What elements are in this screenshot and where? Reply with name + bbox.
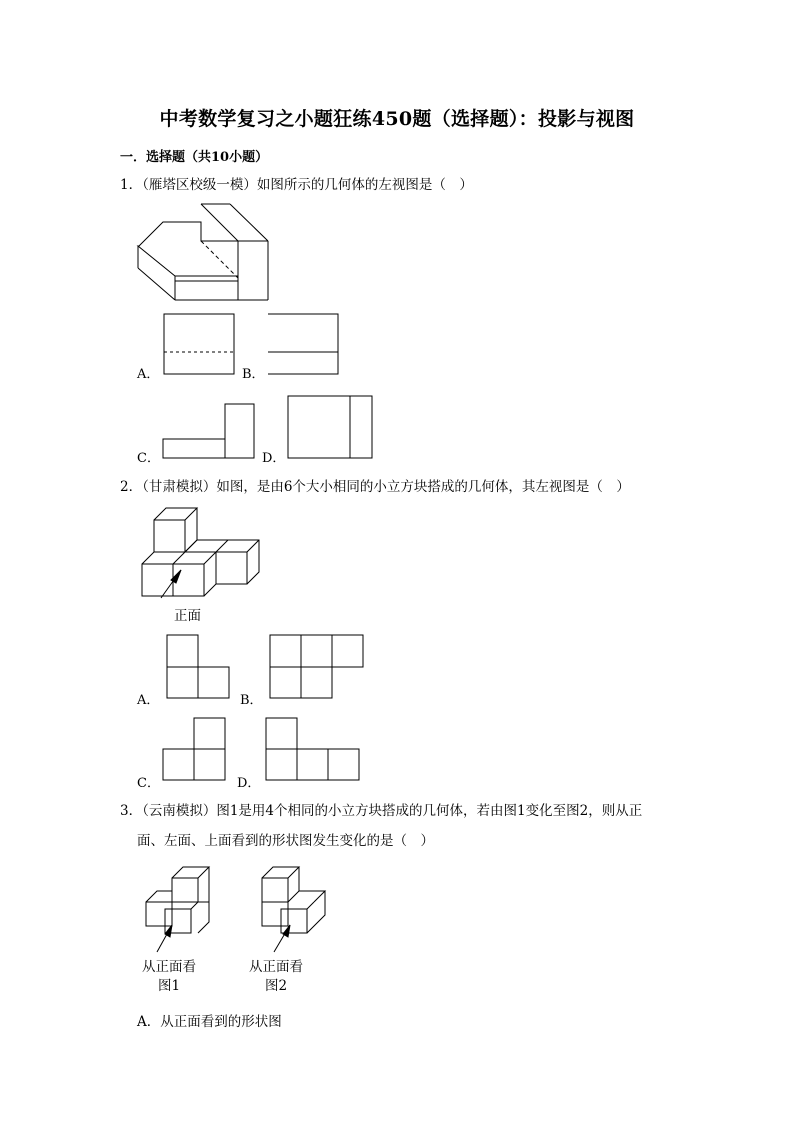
q3-fig2-label: 从正面看 — [249, 959, 303, 975]
q3-fig1-label: 从正面看 — [142, 959, 196, 975]
q2-option-b[interactable]: B． — [240, 693, 263, 708]
q3-option-a[interactable]: A．从正面看到的形状图 — [137, 1014, 282, 1030]
q2-front-label: 正面 — [174, 608, 201, 624]
question-2-text: 2．（甘肃模拟）如图，是由6个大小相同的小立方块搭成的几何体，其左视图是（ ） — [120, 479, 630, 495]
page-title: 中考数学复习之小题狂练450题（选择题）：投影与视图 — [159, 108, 635, 130]
q1-option-d[interactable]: D． — [262, 451, 286, 466]
question-3-text-line1: 3．（云南模拟）图1是用4个相同的小立方块搭成的几何体，若由图1变化至图2，则从正 — [120, 803, 643, 819]
q2-option-a[interactable]: A． — [137, 693, 160, 708]
q3-fig1-caption: 图1 — [158, 978, 181, 994]
q1-option-b[interactable]: B． — [242, 367, 265, 382]
q1-option-c[interactable]: C． — [137, 451, 160, 466]
section-heading: 一．选择题（共10小题） — [120, 150, 269, 165]
q2-option-c[interactable]: C． — [137, 776, 160, 791]
q2-option-d[interactable]: D． — [237, 776, 261, 791]
question-1-text: 1．（雁塔区校级一模）如图所示的几何体的左视图是（ ） — [120, 177, 473, 193]
q1-option-a[interactable]: A． — [137, 367, 160, 382]
question-3-text-line2: 面、左面、上面看到的形状图发生变化的是（ ） — [137, 833, 434, 849]
q3-fig2-caption: 图2 — [265, 978, 288, 994]
